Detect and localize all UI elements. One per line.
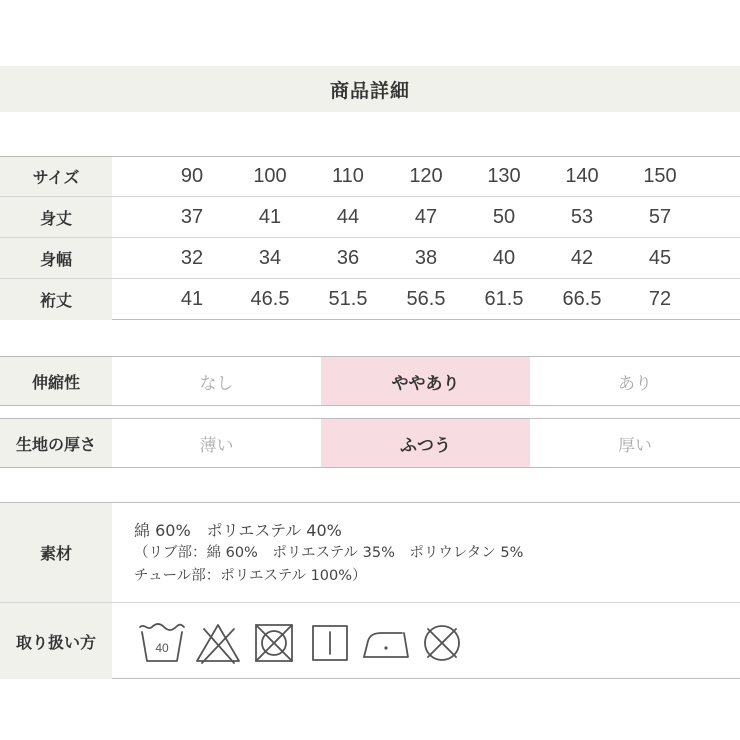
table-cell: 47 (414, 205, 438, 228)
table-cell: 51.5 (328, 288, 368, 310)
size-column-header: 130 (487, 165, 521, 187)
line-dry-icon (304, 619, 356, 667)
size-table (0, 156, 740, 320)
table-cell: 45 (648, 246, 672, 269)
material-line: （リブ部：綿 60% ポリエステル 35% ポリウレタン 5% (134, 545, 524, 561)
table-cell: 36 (336, 246, 360, 269)
row-label: 身幅 (0, 238, 112, 278)
stretch-option-none: なし (199, 373, 234, 394)
table-cell: 37 (180, 205, 204, 228)
thickness-option-normal: ふつう (321, 419, 530, 467)
table-cell: 72 (648, 288, 672, 310)
table-cell: 66.5 (562, 288, 602, 310)
thickness-scale (0, 418, 740, 468)
material-text (112, 503, 523, 602)
table-cell: 40 (492, 246, 516, 269)
table-row (0, 197, 740, 238)
size-column-header: 140 (565, 165, 599, 187)
table-cell: 34 (258, 246, 282, 269)
table-cell: 50 (492, 205, 516, 228)
no-dry-clean-icon (416, 619, 468, 667)
material-line: チュール部：ポリエステル 100%） (134, 568, 367, 584)
wash-40-icon (136, 619, 188, 667)
wash-temperature-label: 40 (155, 641, 169, 655)
size-column-header: 100 (253, 165, 287, 187)
table-cell: 41 (180, 288, 204, 310)
size-header-label: サイズ (0, 157, 112, 196)
size-column-header: 150 (643, 165, 677, 187)
row-label: 身丈 (0, 197, 112, 237)
thickness-label: 生地の厚さ (0, 419, 112, 467)
table-cell: 53 (570, 205, 594, 228)
stretch-scale (0, 356, 740, 406)
table-cell: 57 (648, 205, 672, 228)
table-row (0, 279, 740, 320)
table-cell: 61.5 (484, 288, 524, 310)
stretch-option-yes: あり (618, 373, 652, 394)
table-cell: 44 (336, 205, 360, 228)
no-tumble-dry-icon (248, 619, 300, 667)
row-label: 裄丈 (0, 279, 112, 320)
title-band (0, 66, 740, 112)
page-title: 商品詳細 (329, 79, 410, 102)
iron-low-icon (360, 619, 412, 667)
table-cell: 38 (414, 246, 438, 269)
table-cell: 56.5 (406, 288, 446, 310)
material-care-table (0, 502, 740, 679)
table-cell: 41 (258, 205, 282, 228)
size-column-header: 90 (180, 165, 204, 187)
stretch-label: 伸縮性 (0, 357, 112, 405)
table-cell: 42 (570, 246, 594, 269)
table-cell: 46.5 (250, 288, 290, 310)
no-bleach-icon (192, 619, 244, 667)
care-icons (112, 603, 740, 679)
care-row (0, 603, 740, 679)
size-column-header: 120 (409, 165, 443, 187)
table-row (0, 238, 740, 279)
material-label: 素材 (0, 503, 112, 602)
thickness-option-thin: 薄い (199, 435, 234, 456)
material-row (0, 503, 740, 603)
stretch-option-some: ややあり (321, 357, 530, 405)
care-label: 取り扱い方 (0, 603, 112, 679)
size-header-row (0, 157, 740, 197)
table-cell: 32 (180, 246, 204, 269)
thickness-option-thick: 厚い (618, 435, 652, 456)
material-line: 綿 60% ポリエステル 40% (134, 521, 342, 540)
size-column-header: 110 (332, 165, 364, 187)
